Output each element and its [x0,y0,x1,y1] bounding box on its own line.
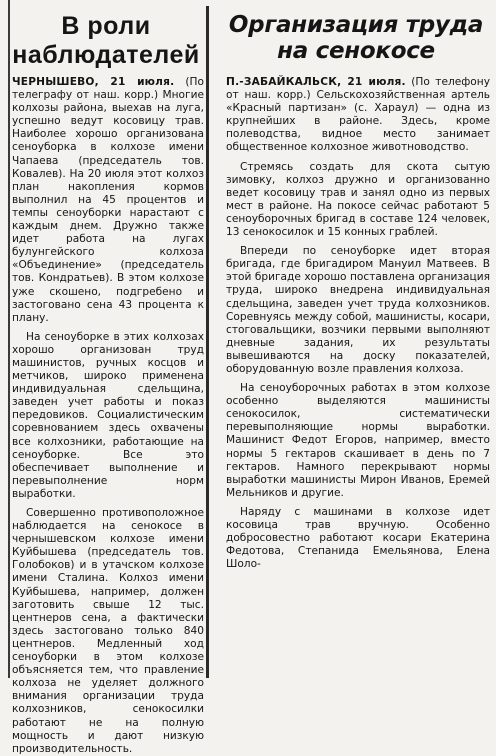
left-paragraph-2: На сеноуборке в этих колхозах хорошо организован труд машинистов, ручных косцов и метчиков, широко применена индивидуальная сдельщина, заведен учет работы и показ передовиков. Социалистическим соревнованием здесь охвачены все колхозники, работающие на сеноуборке. Все это обеспечивает выполнение и перевыполнение норм выработки. [12,330,204,500]
right-source: (По телефону от наш. корр.) [226,76,490,102]
right-dateline: П.-ЗАБАЙКАЛЬСК, 21 июля. [226,76,406,88]
left-paragraph-3: Совершенно противоположное наблюдается на сенокосе в чернышевском колхозе имени Куйбышева (председатель тов. Голобоков) и в утачском колхозе имени Сталина. Колхоз имени Куйбышева, например, должен заготовить свыше 12 тыс. центнеров сена, а фактически здесь застоговано только 840 центнеров. Медленный ход сеноуборки в этом колхозе объясняется тем, что правление колхоза не уделяет должного внимания организации труда колхозников, сенокосилки работают не на полную мощность и дают низкую производительность. [12,507,204,755]
right-paragraph-5: Наряду с машинами в колхозе идет косовица трав вручную. Особенно добросовестно работают косари Екатерина Федотова, Степанида Емельянова, Елена Шоло- [226,505,490,571]
left-edge-rule [8,0,10,678]
right-article [212,0,494,678]
left-source: (По телеграфу от наш. корр.) [12,76,204,102]
right-paragraph-2: Стремясь создать для скота сытую зимовку, колхоз дружно и организованно ведет косовицу трав и занял одно из первых мест в районе. На покосе сейчас работают 5 сеноуборочных бригад в составе 124 человек, 13 сенокосилок и 15 конных граблей. [226,160,490,239]
left-paragraph-1 [12,76,204,325]
right-paragraph-1 [226,76,490,155]
left-title-line-2: наблюдателей [12,40,200,69]
left-article-title [6,0,206,76]
right-article-title [212,0,494,76]
right-paragraph-1-text: Сельскохозяйственная артель «Красный партизан» (с. Хараул) — одна из крупнейших в районе. Здесь, кроме полеводства, видное место занимает общественное колхозное животноводство. [226,89,490,154]
left-title-line-1: В роли [61,12,151,40]
right-title-line-1: Организация труда [228,12,484,38]
column-separator-rule [206,6,209,678]
right-article-body [212,76,494,571]
right-paragraph-3: Впереди по сеноуборке идет вторая бригада, где бригадиром Мануил Матвеев. В этой бригаде хорошо поставлена организация труда, широко внедрена индивидуальная сдельщина, заведен учет труда колхозников. Соревнуясь между собой, машинисты, косари, стоговальщики, возчики первыми выполняют дневные задания, их результаты вывешиваются на доску показателей, оборудованную возле правления колхоза. [226,245,490,375]
left-article-body [6,76,206,756]
right-title-line-2: на сенокосе [277,38,435,65]
right-paragraph-4: На сеноуборочных работах в этом колхозе особенно выделяются машинисты сенокосилок, систематически перевыполняющие нормы выработки. Машинист Федот Егоров, например, вместо нормы 5 гектаров скашивает в день по 7 гектаров. Намного перекрывают нормы выработки машинисты Мирон Иванов, Еремей Мельников и другие. [226,382,490,499]
left-paragraph-1-text: Многие колхозы района, выехав на луга, успешно ведут косовицу трав. Наиболее хорошо организована сеноуборка в колхозе имени Чапаева (председатель тов. Ковалев). На 20 июля этот колхоз план накопления кормов выполнил на 45 процентов и темпы сеноуборки нарастают с каждым днем. Дружно также идет работа на лугах булунгейского колхоза «Объединение» (председатель тов. Кондратьев). В этом колхозе уже скошено, подгребено и застоговано сена 43 процента к плану. [12,89,204,324]
left-dateline: ЧЕРНЫШЕВО, 21 июля. [12,76,175,88]
left-article [6,0,206,755]
